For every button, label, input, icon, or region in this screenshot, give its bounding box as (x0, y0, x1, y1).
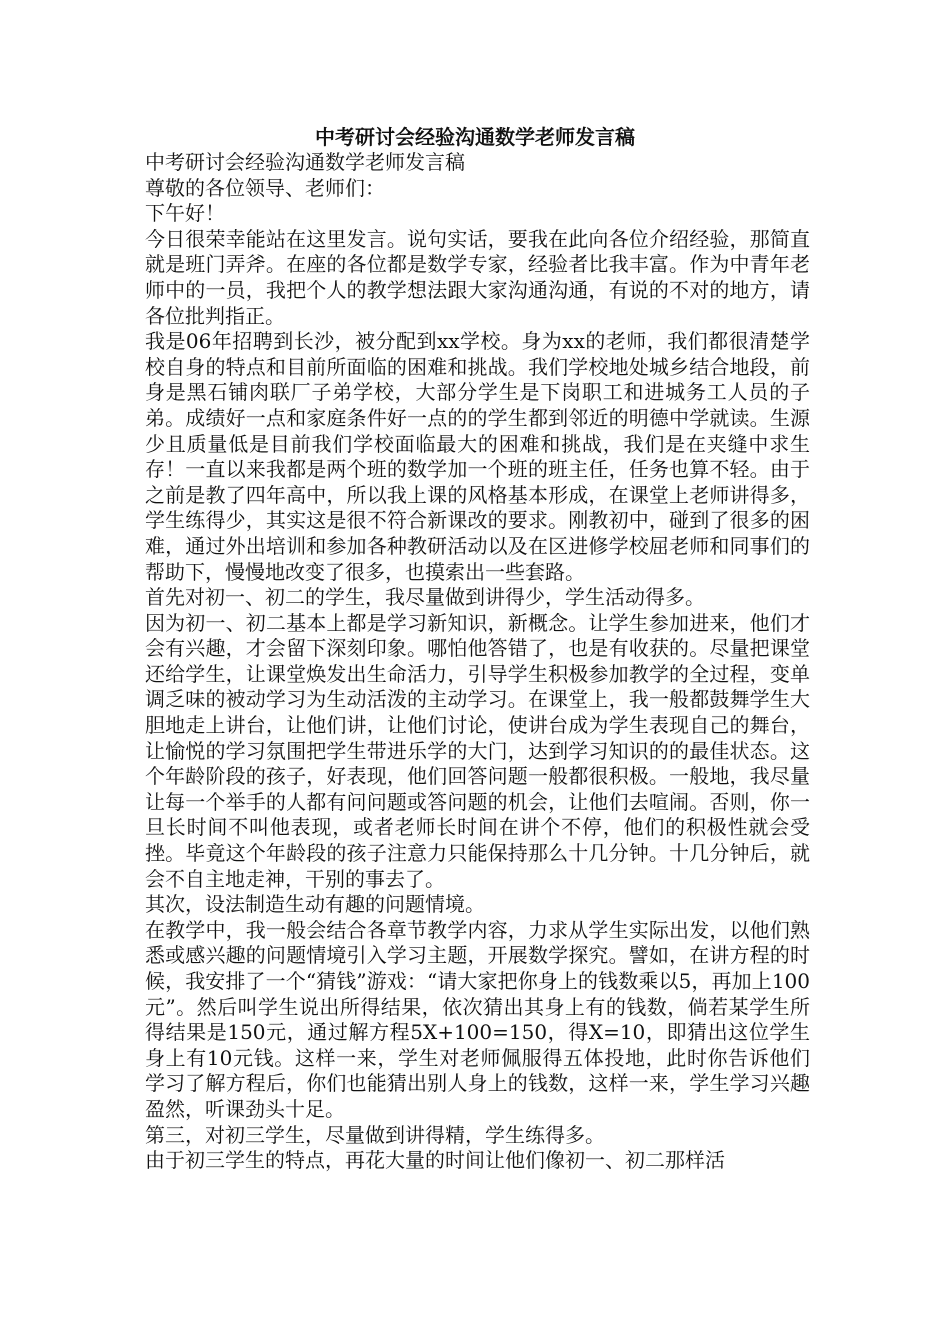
paragraph-point-three-body: 由于初三学生的特点，再花大量的时间让他们像初一、初二那样活 (145, 1148, 725, 1173)
paragraph-point-two-heading: 其次，设法制造生动有趣的问题情境。 (145, 892, 485, 917)
document-body (145, 150, 810, 1174)
paragraph-point-three-heading: 第三，对初三学生，尽量做到讲得精，学生练得多。 (145, 1122, 605, 1147)
paragraph-intro: 今日很荣幸能站在这里发言。说句实话，要我在此向各位介绍经验，那简直就是班门弄斧。在座的各位都是数学专家，经验者比我丰富。作为中青年老师中的一员，我把个人的教学想法跟大家沟通沟通，有说的不对的地方，请各位批判指正。 (145, 226, 810, 328)
paragraph-point-one-heading: 首先对初一、初二的学生，我尽量做到讲得少，学生活动得多。 (145, 585, 705, 610)
paragraph-greeting: 下午好！ (145, 201, 225, 226)
paragraph-salutation: 尊敬的各位领导、老师们： (145, 175, 385, 200)
paragraph-point-two-body: 在教学中，我一般会结合各章节教学内容，力求从学生实际出发，以他们熟悉或感兴趣的问题情境引入学习主题，开展数学探究。譬如，在讲方程的时候，我安排了一个“猜钱”游戏：“请大家把你身上的钱数乘以5，再加上100元”。然后叫学生说出所得结果，依次猜出其身上有的钱数，倘若某学生所得结果是150元，通过解方程5X+100=150，得X=10，即猜出这位学生身上有10元钱。这样一来，学生对老师佩服得五体投地，此时你告诉他们学习了解方程后，你们也能猜出别人身上的钱数，这样一来，学生学习兴趣盈然，听课劲头十足。 (145, 917, 810, 1121)
paragraph-subtitle: 中考研讨会经验沟通数学老师发言稿 (145, 150, 465, 174)
paragraph-point-one-body: 因为初一、初二基本上都是学习新知识，新概念。让学生参加进来，他们才会有兴趣，才会留下深刻印象。哪怕他答错了，也是有收获的。尽量把课堂还给学生，让课堂焕发出生命活力，引导学生积极参加教学的全过程，变单调乏味的被动学习为生动活泼的主动学习。在课堂上，我一般都鼓舞学生大胆地走上讲台，让他们讲，让他们讨论，使讲台成为学生表现自己的舞台，让愉悦的学习氛围把学生带进乐学的大门，达到学习知识的的最佳状态。这个年龄阶段的孩子，好表现，他们回答问题一般都很积极。一般地，我尽量让每一个举手的人都有问问题或答问题的机会，让他们去喧闹。否则，你一旦长时间不叫他表现，或者老师长时间在讲个不停，他们的积极性就会受挫。毕竟这个年龄段的孩子注意力只能保持那么十几分钟。十几分钟后，就会不自主地走神，干别的事去了。 (145, 610, 810, 891)
paragraph-background: 我是06年招聘到长沙，被分配到xx学校。身为xx的老师，我们都很清楚学校自身的特点和目前所面临的困难和挑战。我们学校地处城乡结合地段，前身是黑石铺肉联厂子弟学校，大部分学生是下岗职工和进城务工人员的子弟。成绩好一点和家庭条件好一点的的学生都到邻近的明德中学就读。生源少且质量低是目前我们学校面临最大的困难和挑战，我们是在夹缝中求生存！一直以来我都是两个班的数学加一个班的班主任，任务也算不轻。由于之前是教了四年高中，所以我上课的风格基本形成，在课堂上老师讲得多，学生练得少，其实这是很不符合新课改的要求。刚教初中，碰到了很多的困难，通过外出培训和参加各种教研活动以及在区进修学校屈老师和同事们的帮助下，慢慢地改变了很多，也摸索出一些套路。 (145, 329, 810, 584)
document-title: 中考研讨会经验沟通数学老师发言稿 (315, 125, 635, 149)
